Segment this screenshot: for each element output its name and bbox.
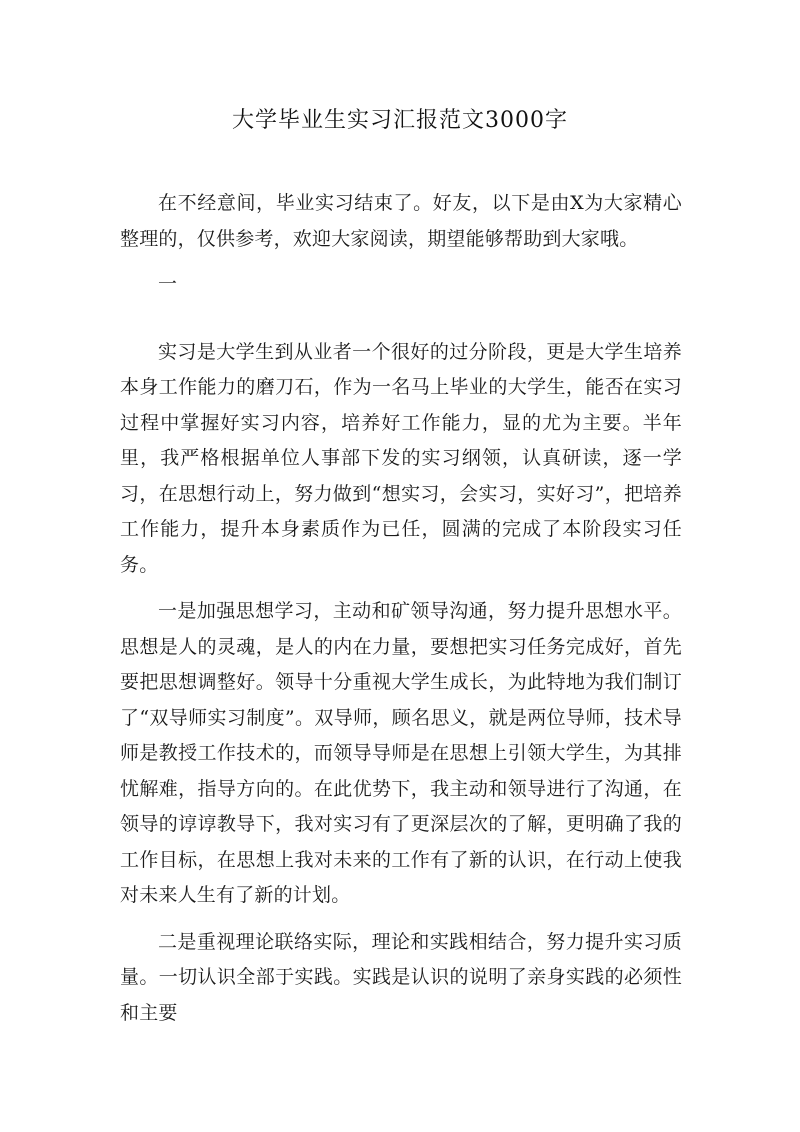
- document-title: 大学毕业生实习汇报范文3000字: [232, 108, 568, 133]
- document-body: [120, 186, 682, 1031]
- intro-paragraph: 在不经意间，毕业实习结束了。好友，以下是由X为大家精心整理的，仅供参考，欢迎大家阅读，期望能够帮助到大家哦。: [120, 192, 682, 250]
- section-number: 一: [158, 273, 178, 295]
- body-paragraph: 实习是大学生到从业者一个很好的过分阶段，更是大学生培养本身工作能力的磨刀石，作为一名马上毕业的大学生，能否在实习过程中掌握好实习内容，培养好工作能力，显的尤为主要。半年里，我严格根据单位人事部下发的实习纲领，认真研读，逐一学习，在思想行动上，努力做到“想实习，会实习，实好习”，把培养工作能力，提升本身素质作为已任，圆满的完成了本阶段实习任务。: [120, 340, 682, 576]
- body-paragraph: 一是加强思想学习，主动和矿领导沟通，努力提升思想水平。思想是人的灵魂，是人的内在力量，要想把实习任务完成好，首先要把思想调整好。领导十分重视大学生成长，为此特地为我们制订了“双导师实习制度”。双导师，顾名思义，就是两位导师，技术导师是教授工作技术的，而领导导师是在思想上引领大学生，为其排忧解难，指导方向的。在此优势下，我主动和领导进行了沟通，在领导的谆谆教导下，我对实习有了更深层次的了解，更明确了我的工作目标，在思想上我对未来的工作有了新的认识，在行动上使我对未来人生有了新的计划。: [120, 600, 682, 906]
- body-paragraph: 二是重视理论联络实际，理论和实践相结合，努力提升实习质量。一切认识全部于实践。实践是认识的说明了亲身实践的必须性和主要: [120, 930, 682, 1024]
